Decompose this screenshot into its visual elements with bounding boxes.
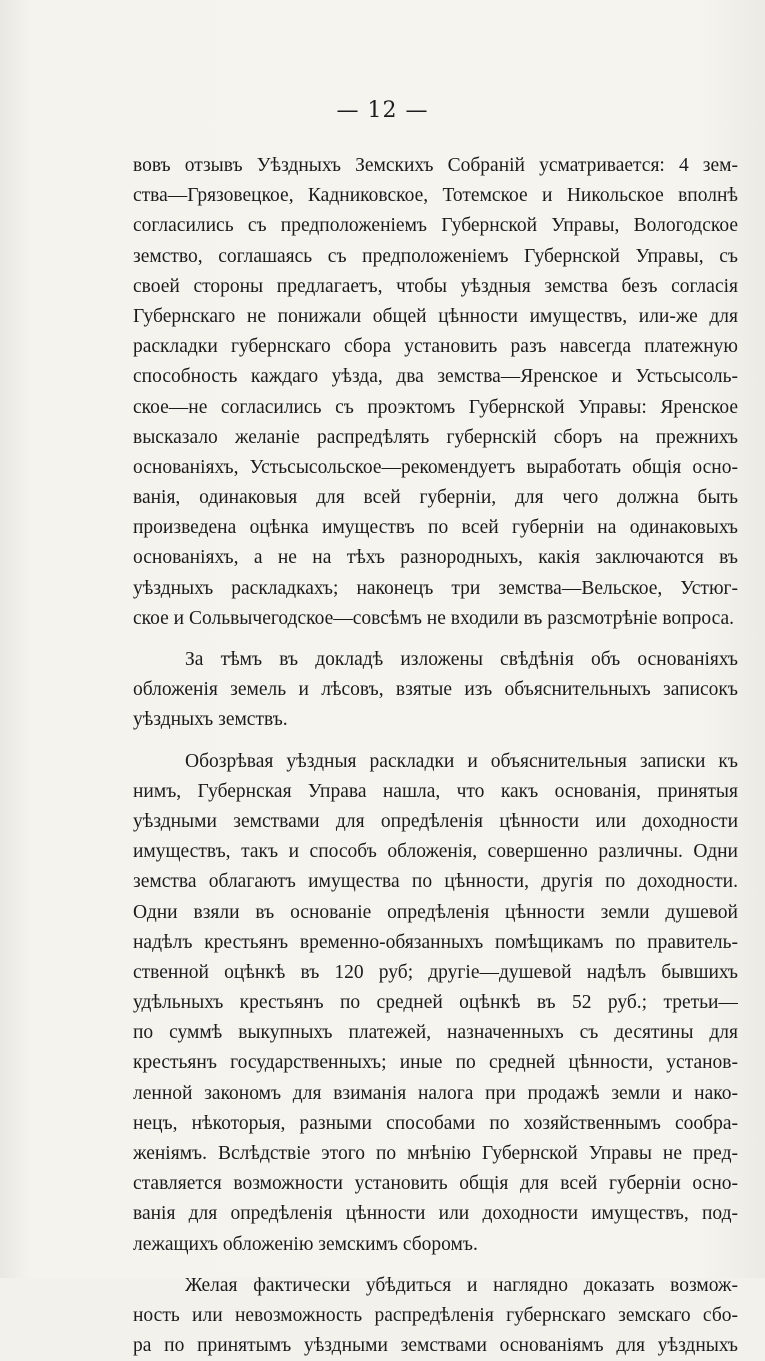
- text-line: уѣздныхъ раскладкахъ; наконецъ три земства—Вельское, Устюг-: [133, 577, 738, 599]
- paragraph-gap: [133, 1260, 738, 1271]
- text-line: нимъ, Губернская Управа нашла, что какъ основанія, принятыя: [133, 780, 738, 802]
- text-line: ра по принятымъ уѣздными земствами основаніямъ для уѣздныхъ: [133, 1335, 738, 1357]
- text-line: крестьянъ государственныхъ; иные по средней цѣнности, установ-: [133, 1052, 738, 1074]
- text-line: лежащихъ обложенію земскимъ сборомъ.: [133, 1233, 478, 1255]
- text-line: ское и Сольвычегодское—совсѣмъ не входили въ разсмотрѣніе вопроса.: [133, 607, 734, 629]
- text-line: вовъ отзывъ Уѣздныхъ Земскихъ Собраній усматривается: 4 зем-: [133, 155, 738, 176]
- text-line: ленной закономъ для взиманія налога при продажѣ земли и нако-: [133, 1082, 738, 1104]
- page-number: — 12 —: [336, 98, 429, 123]
- text-line: ставляется возможности установить общія для всей губерніи осно-: [133, 1173, 738, 1195]
- text-line: Одни взяли въ основаніе опредѣленія цѣнности земли душевой: [133, 901, 738, 923]
- text-line: раскладки губернскаго сбора установить разъ навсегда платежную: [133, 336, 738, 358]
- paragraph: [133, 151, 738, 634]
- paragraph: [133, 645, 738, 736]
- text-line: За тѣмъ въ докладѣ изложены свѣдѣнія объ основаніяхъ: [185, 649, 738, 670]
- paragraph-gap: [133, 736, 738, 747]
- text-line: согласились съ предположеніемъ Губернской Управы, Вологодское: [133, 215, 738, 237]
- text-line: произведена оцѣнка имуществъ по всей губерніи на одинаковыхъ: [133, 517, 738, 539]
- text-line: надѣлъ крестьянъ временно-обязанныхъ помѣщикамъ по правитель-: [133, 931, 738, 953]
- text-line: нецъ, нѣкоторыя, разными способами по хозяйственнымъ сообра-: [133, 1112, 738, 1134]
- text-line: женіямъ. Вслѣдствіе этого по мнѣнію Губернской Управы не пред-: [133, 1143, 738, 1164]
- paragraph-gap: [133, 634, 738, 645]
- text-line: ванія, одинаковыя для всей губерніи, для чего должна быть: [133, 487, 738, 509]
- paragraph: [133, 1271, 738, 1361]
- text-line: своей стороны предлагаетъ, чтобы уѣздныя земства безъ согласія: [133, 275, 738, 297]
- text-line: ственной оцѣнкѣ въ 120 руб; другіе—душевой надѣлъ бывшихъ: [133, 961, 738, 983]
- text-line: имуществъ, такъ и способъ обложенія, совершенно различны. Одни: [133, 841, 738, 863]
- text-line: земство, соглашаясь съ предположеніемъ Губернской Управы, съ: [133, 245, 738, 267]
- text-line: уѣздныхъ земствъ.: [133, 709, 288, 731]
- text-line: основаніяхъ, Устьсысольское—рекомендуетъ выработать общія осно-: [133, 456, 738, 478]
- text-line: ность или невозможность распредѣленія губернскаго земскаго сбо-: [133, 1304, 738, 1326]
- text-line: способность каждаго уѣзда, два земства—Яренское и Устьсысоль-: [133, 366, 738, 388]
- text-line: уѣздными земствами для опредѣленія цѣнности или доходности: [133, 810, 738, 832]
- text-line: высказало желаніе распредѣлять губернскій сборъ на прежнихъ: [133, 426, 738, 448]
- text-line: земства облагаютъ имущества по цѣнности, другія по доходности.: [133, 871, 738, 893]
- text-line: ванія для опредѣленія цѣнности или доходности имуществъ, под-: [133, 1203, 738, 1225]
- text-line: ское—не согласились съ проэктомъ Губернской Управы: Яренское: [133, 396, 738, 418]
- text-line: ства—Грязовецкое, Кадниковское, Тотемское и Никольское вполнѣ: [133, 185, 738, 207]
- text-line: Обозрѣвая уѣздныя раскладки и объяснительныя записки къ: [185, 750, 738, 772]
- text-line: по суммѣ выкупныхъ платежей, назначенныхъ съ десятины для: [133, 1022, 738, 1044]
- text-line: Губернскаго не понижали общей цѣнности имуществъ, или-же для: [133, 305, 738, 327]
- text-line: основаніяхъ, а не на тѣхъ разнородныхъ, какія заключаются въ: [133, 547, 738, 569]
- text-line: Желая фактически убѣдиться и наглядно доказать возмож-: [185, 1274, 738, 1296]
- text-line: обложенія земель и лѣсовъ, взятые изъ объяснительныхъ записокъ: [133, 679, 738, 701]
- paragraph: [133, 747, 738, 1260]
- text-line: удѣльныхъ крестьянъ по средней оцѣнкѣ въ 52 руб.; третьи—: [133, 992, 738, 1014]
- body-text: [133, 151, 738, 1361]
